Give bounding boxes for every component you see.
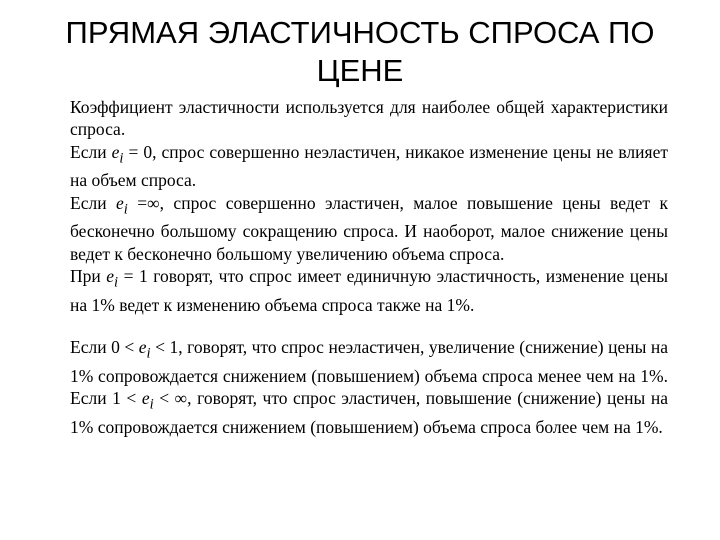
variable-subscript: i xyxy=(149,396,154,413)
text-after: = 1 говорят, что спрос имеет единичную эластичность, изменение цены на 1% ведет к изменению объема спроса также на 1%. xyxy=(70,266,668,315)
paragraph-perfectly-elastic xyxy=(70,192,668,265)
paragraph-unit-elastic xyxy=(70,265,668,316)
text-after: < 1, говорят, что спрос неэластичен, увеличение (снижение) цены на 1% сопровождается снижением (повышением) объема спроса менее чем на 1%. xyxy=(70,337,668,386)
variable-subscript: i xyxy=(123,201,128,218)
paragraph-text: Коэффициент эластичности используется для наиболее общей характеристики спроса. xyxy=(70,97,668,140)
text-before: При xyxy=(70,266,107,287)
variable-symbol: e xyxy=(138,337,147,358)
elasticity-variable xyxy=(116,192,128,218)
text-after: = 0, спрос совершенно неэластичен, никакое изменение цены не влияет на объем спроса. xyxy=(70,141,668,191)
slide-body xyxy=(70,96,668,438)
paragraph-perfectly-inelastic xyxy=(70,141,668,192)
variable-subscript: i xyxy=(146,345,151,362)
text-before: Если xyxy=(70,192,116,213)
elasticity-variable xyxy=(111,141,124,167)
paragraph-coefficient xyxy=(70,96,668,141)
text-after: < ∞, говорят, что спрос эластичен, повышение (снижение) цены на 1% сопровождается снижением (повышением) объема спроса более чем на 1%. xyxy=(70,388,668,438)
variable-symbol: e xyxy=(141,388,150,409)
text-before: Если xyxy=(70,141,112,162)
variable-symbol: e xyxy=(106,266,115,287)
variable-subscript: i xyxy=(114,274,119,291)
elasticity-variable xyxy=(106,266,119,291)
elasticity-variable xyxy=(141,388,154,413)
text-after: =∞, спрос совершенно эластичен, малое повышение цены ведет к бесконечно большому сокращению спроса. И наоборот, малое снижение цены ведет к бесконечно большому увеличению объема спроса. xyxy=(70,192,669,264)
variable-subscript: i xyxy=(119,150,124,167)
paragraph-inelastic xyxy=(70,336,668,387)
text-before: Если 0 < xyxy=(70,337,139,358)
elasticity-variable xyxy=(138,337,151,362)
slide-title: ПРЯМАЯ ЭЛАСТИЧНОСТЬ СПРОСА ПО ЦЕНЕ xyxy=(65,15,655,88)
paragraph-elastic xyxy=(70,387,668,438)
text-before: Если 1 < xyxy=(70,388,142,409)
paragraph-gap xyxy=(70,316,668,336)
variable-symbol: e xyxy=(116,192,124,213)
variable-symbol: e xyxy=(111,141,120,162)
